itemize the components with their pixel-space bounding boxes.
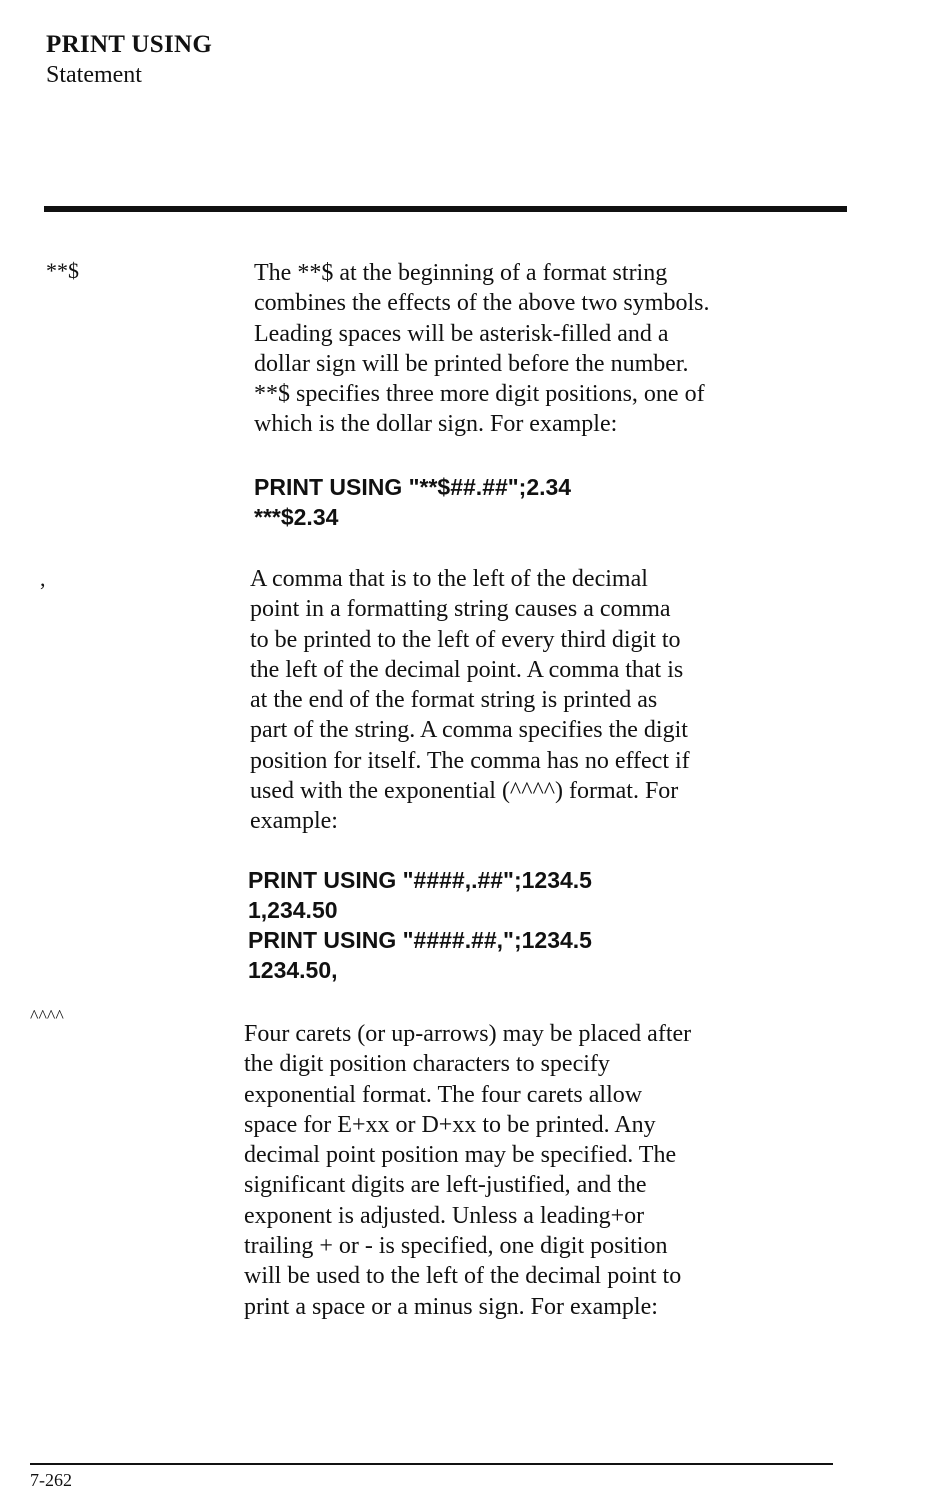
paragraph-line: dollar sign will be printed before the number. (254, 350, 689, 377)
paragraph-line: used with the exponential (^^^^) format. For (250, 778, 679, 805)
paragraph-line: at the end of the format string is printed as (250, 687, 658, 714)
paragraph-line: Four carets (or up-arrows) may be placed after (244, 1021, 692, 1047)
paragraph-line: the left of the decimal point. A comma that is (250, 656, 684, 683)
code-line: ***$2.34 (254, 504, 339, 530)
paragraph-line: **$ specifies three more digit positions, one of (254, 381, 705, 408)
paragraph-line: print a space or a minus sign. For example: (244, 1293, 658, 1320)
paragraph-line: the digit position characters to specify (244, 1051, 610, 1078)
paragraph-line: space for E+xx or D+xx to be printed. Any (244, 1111, 656, 1138)
code-example (248, 865, 592, 985)
paragraph-line: point in a formatting string causes a comma (250, 596, 671, 623)
paragraph-line: Leading spaces will be asterisk-filled and a (254, 320, 669, 347)
footer-rule (30, 1463, 833, 1465)
paragraph-line: trailing + or - is specified, one digit position (244, 1233, 668, 1260)
paragraph-line: to be printed to the left of every third digit to (250, 626, 681, 653)
paragraph-line: example: (250, 808, 338, 835)
paragraph-line: exponential format. The four carets allow (244, 1081, 643, 1108)
section-paragraph (244, 1019, 691, 1322)
paragraph-line: which is the dollar sign. For example: (254, 411, 618, 438)
section-paragraph (250, 564, 690, 837)
paragraph-line: exponent is adjusted. Unless a leading+or (244, 1202, 645, 1229)
page-subtitle: Statement (46, 62, 142, 88)
paragraph-line: The **$ at the beginning of a format string (254, 260, 668, 286)
term-comma: , (40, 566, 46, 591)
paragraph-line: A comma that is to the left of the decimal (250, 566, 648, 592)
code-line: PRINT USING "####,.##";1234.5 (248, 867, 592, 893)
header-rule (44, 206, 847, 212)
paragraph-line: significant digits are left-justified, and the (244, 1172, 647, 1199)
page-number: 7-262 (30, 1470, 72, 1490)
code-example (254, 472, 571, 532)
term-double-asterisk-dollar: **$ (46, 258, 79, 283)
paragraph-line: part of the string. A comma specifies the digit (250, 717, 688, 744)
paragraph-line: position for itself. The comma has no effect if (250, 747, 690, 774)
paragraph-line: decimal point position may be specified. The (244, 1142, 677, 1169)
page-title: PRINT USING (46, 31, 213, 58)
term-four-carets: ^^^^ (30, 1006, 64, 1026)
code-line: PRINT USING "**$##.##";2.34 (254, 474, 572, 500)
paragraph-line: combines the effects of the above two symbols. (254, 290, 710, 317)
code-line: PRINT USING "####.##,";1234.5 (248, 927, 592, 953)
code-line: 1234.50, (248, 957, 338, 983)
section-paragraph (254, 258, 709, 440)
paragraph-line: will be used to the left of the decimal point to (244, 1263, 682, 1290)
code-line: 1,234.50 (248, 897, 338, 923)
